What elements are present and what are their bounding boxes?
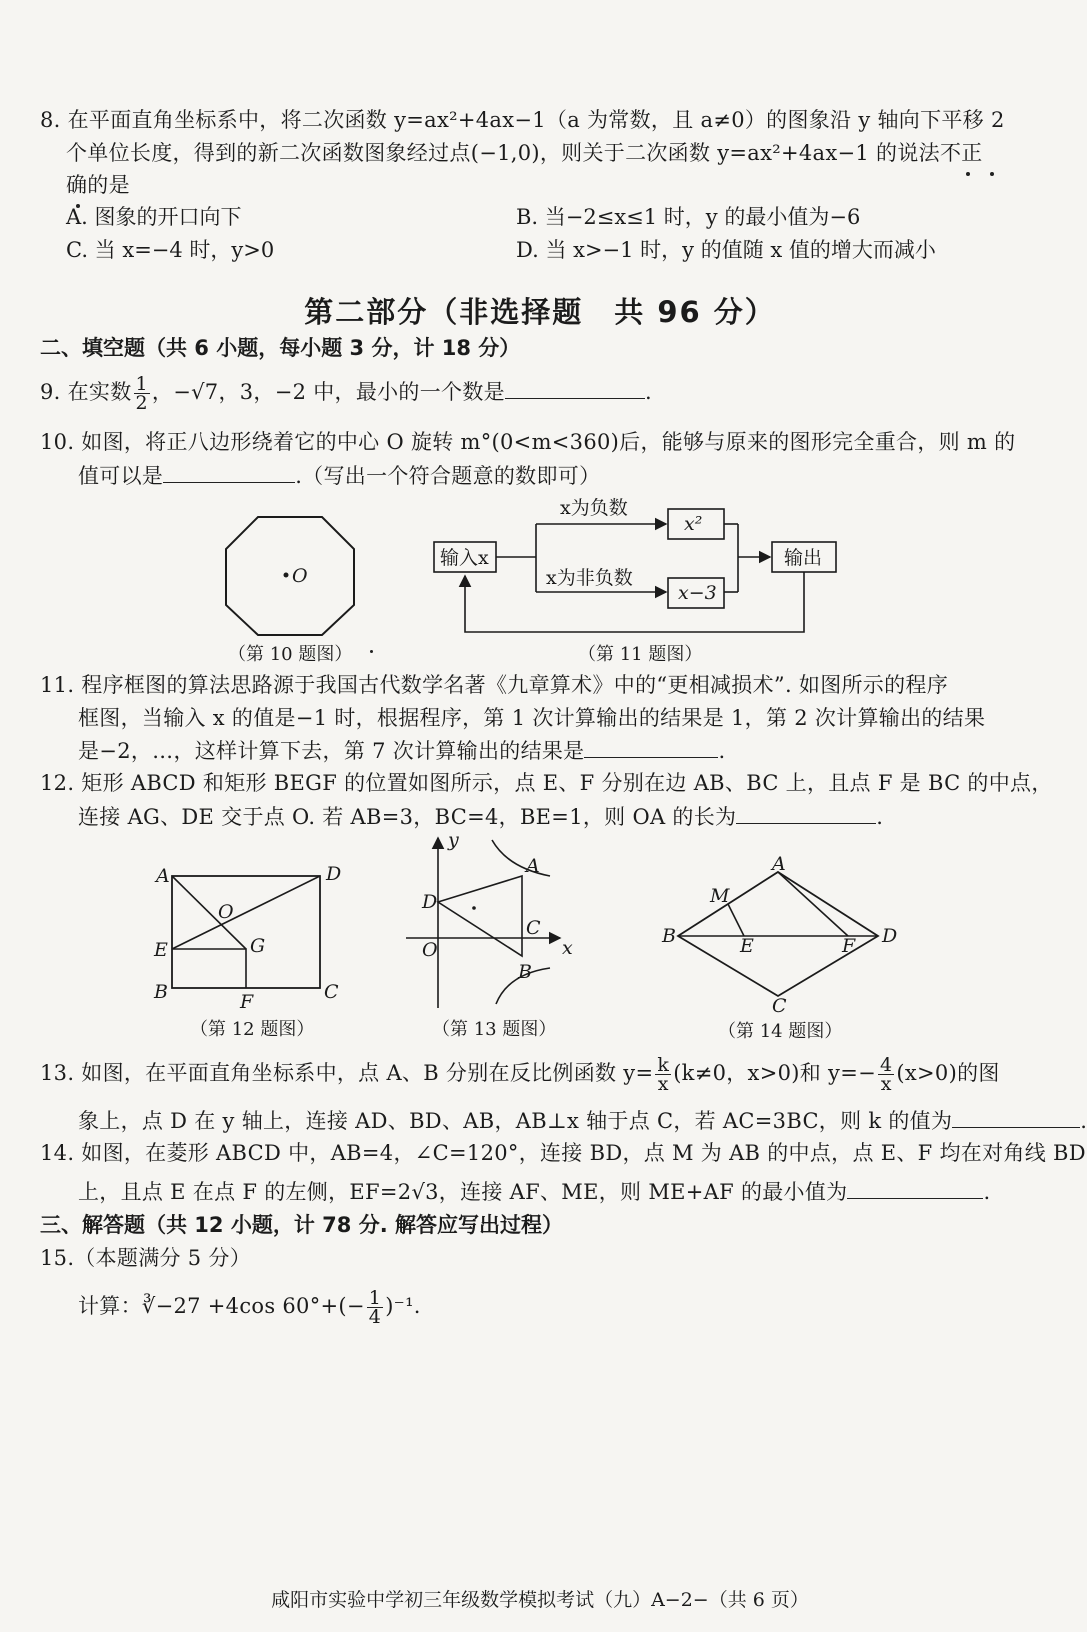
q9-fraction [134,375,150,412]
label-a: A [526,855,540,877]
formula-minus-three: x−3 [678,582,717,604]
label-o: O [292,565,308,587]
q13-line1 [40,1053,1000,1093]
q13-line2-pre: 象上，点 D 在 y 轴上，连接 AD、BD、AB，AB⊥x 轴于点 C，若 AC=3BC，则 k 的值为 [78,1109,953,1133]
q11-answer-blank[interactable] [584,735,718,758]
loop-back-arrow [465,572,804,632]
q14-line1: 14. 如图，在菱形 ABCD 中，AB=4，∠C=120°，连接 BD，点 M 为 AB 的中点，点 E、F 均在对角线 BD [40,1141,1086,1165]
section-solve-heading: 三、解答题（共 12 小题，计 78 分. 解答应写出过程） [40,1213,563,1237]
q12-answer-blank[interactable] [736,801,876,824]
q8-line2: 个单位长度，得到的新二次函数图象经过点(−1,0)，则关于二次函数 y=ax²+4ax−1 的说法不正 [66,141,983,165]
label-y: y [448,829,459,851]
label-d: D [882,925,898,947]
octagon-shape [226,517,354,635]
figure-14-caption: （第 14 题图） [718,1021,843,1042]
q13-line2-post: . [1080,1109,1087,1133]
label-d: D [422,891,438,913]
part-title: 第二部分（非选择题 共 96 分） [304,295,776,329]
page-footer: 咸阳市实验中学初三年级数学模拟考试（九）A−2−（共 6 页） [271,1589,809,1611]
q9-end: . [644,380,652,404]
q13-frac1-den: x [657,1073,669,1095]
q13-line1-pre: 13. 如图，在平面直角坐标系中，点 A、B 分别在反比例函数 y= [40,1061,654,1085]
label-d: D [326,863,342,885]
q10-line2-pre: 值可以是 [78,464,164,488]
q15-frac-den: 4 [368,1306,382,1328]
figure-13-coordinate-plane [400,829,590,1012]
figure-11-flowchart [428,492,848,642]
q11-line2: 框图，当输入 x 的值是−1 时，根据程序，第 1 次计算输出的结果是 1，第 2 次计算输出的结果 [78,706,986,730]
label-b: B [154,981,168,1003]
output-label: 输出 [784,547,823,569]
q8-option-c: C. 当 x=−4 时，y>0 [66,238,275,262]
label-a: A [772,853,786,875]
q9-frac-num: 1 [135,373,148,395]
q12-line2 [78,801,883,832]
q12-line2-pre: 连接 AG、DE 交于点 O. 若 AB=3，BC=4，BE=1，则 OA 的长为 [78,805,737,829]
q10-line2-post: .（写出一个符合题意的数即可） [295,464,601,488]
label-g: G [250,935,266,957]
figure-13-caption: （第 13 题图） [432,1019,557,1040]
q10-line1: 10. 如图，将正八边形绕着它的中心 O 旋转 m°(0<m<360)后，能够与原来的图形完全重合，则 m 的 [40,430,1016,454]
q9-post: ，−√7，3，−2 中，最小的一个数是 [151,380,505,404]
label-nonnegative: x为非负数 [546,567,633,589]
segment-me [728,904,744,936]
figure-10-octagon [220,512,360,640]
q13-frac1-num: k [657,1054,670,1076]
q14-answer-blank[interactable] [847,1176,983,1199]
emphasis-dot [966,172,970,176]
center-point [284,573,289,578]
stray-dot [370,650,373,653]
figure-14-rhombus [660,853,900,1018]
label-b: B [518,961,532,983]
triangle-abd [438,876,522,956]
label-m: M [710,885,730,907]
q11-line1: 11. 程序框图的算法思路源于我国古代数学名著《九章算术》中的“更相减损术”. 如图所示的程序 [40,673,948,697]
q13-fraction-4 [878,1056,894,1093]
label-c: C [772,995,787,1017]
segment-af [778,872,848,936]
q13-answer-blank[interactable] [952,1105,1080,1128]
q9 [40,375,652,412]
q13-frac2-den: x [880,1073,892,1095]
label-o: O [422,939,438,961]
label-c: C [324,981,339,1003]
q15-calc-pre: 计算：∛−27 +4cos 60°+(− [78,1294,365,1318]
q15-calculation [78,1286,421,1326]
q14-line2-pre: 上，且点 E 在点 F 的左侧，EF=2√3，连接 AF、ME，则 ME+AF 的最小值为 [78,1180,848,1204]
figure-12-caption: （第 12 题图） [190,1019,315,1040]
label-f: F [240,991,254,1013]
q14-line2-post: . [983,1180,991,1204]
q13-line2 [78,1105,1087,1136]
q8-option-a: A. 图象的开口向下 [66,205,242,229]
label-e: E [740,935,754,957]
marker-dot [472,906,476,910]
figure-10-caption: （第 10 题图） [228,644,353,665]
q11-line3-post: . [718,739,726,763]
q15-frac-num: 1 [368,1287,382,1309]
curve-positive [492,840,550,876]
q8-line3: 确的是 [66,173,130,197]
q11-line3-pre: 是−2，…，这样计算下去，第 7 次计算输出的结果是 [78,739,585,763]
q13-frac2-num: 4 [880,1054,893,1076]
q8-line1: 8. 在平面直角坐标系中，将二次函数 y=ax²+4ax−1（a 为常数，且 a≠0）的图象沿 y 轴向下平移 2 [40,108,1005,132]
segment-ag [172,876,246,949]
q12-line2-post: . [876,805,884,829]
q13-line1-mid: (k≠0，x>0)和 y=− [673,1061,876,1085]
formula-square: x² [684,513,703,535]
label-f: F [842,935,856,957]
q13-line1-post: (x>0)的图 [896,1061,1000,1085]
label-c: C [526,917,541,939]
label-b: B [662,925,676,947]
label-negative: x为负数 [560,497,628,519]
q8-option-d: D. 当 x>−1 时，y 的值随 x 值的增大而减小 [516,238,936,262]
section-fill-in-heading: 二、填空题（共 6 小题，每小题 3 分，计 18 分） [40,336,521,360]
rect-begf [172,949,246,988]
q11-line3 [78,735,725,766]
q15-calc-post: )⁻¹. [385,1294,421,1318]
label-e: E [154,939,168,961]
q9-frac-den: 2 [135,392,148,414]
q9-answer-blank[interactable] [505,376,645,399]
input-label: 输入x [440,547,489,569]
emphasis-dot [990,172,994,176]
rhombus-abcd [678,872,878,996]
q9-pre: 9. 在实数 [40,380,132,404]
q14-line2 [78,1176,990,1207]
q13-fraction-k [655,1056,671,1093]
segment-de [172,876,320,949]
figure-12-rectangles [148,860,348,1020]
label-a: A [156,865,170,887]
q12-line1: 12. 矩形 ABCD 和矩形 BEGF 的位置如图所示，点 E、F 分别在边 AB、BC 上，且点 F 是 BC 的中点， [40,771,1053,795]
figure-11-caption: （第 11 题图） [578,644,703,665]
q10-answer-blank[interactable] [163,460,295,483]
label-o: O [218,901,234,923]
q15-fraction [367,1289,383,1326]
q15-heading: 15.（本题满分 5 分） [40,1246,252,1270]
label-x: x [562,937,573,959]
q8-option-b: B. 当−2≤x≤1 时，y 的最小值为−6 [516,205,861,229]
q10-line2 [78,460,600,491]
